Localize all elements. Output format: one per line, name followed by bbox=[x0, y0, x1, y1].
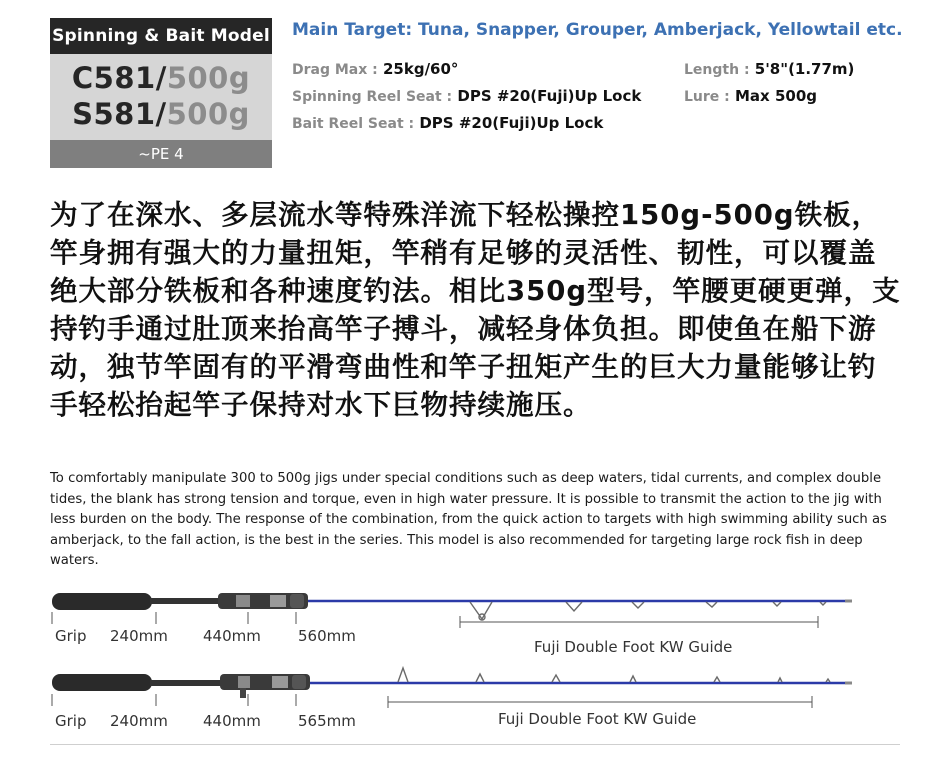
model-weight: 500g bbox=[166, 61, 251, 95]
badge-header: Spinning & Bait Model bbox=[50, 18, 272, 54]
spec-value: DPS #20(Fuji)Up Lock bbox=[457, 87, 642, 105]
spec-label: Bait Reel Seat : bbox=[292, 116, 415, 132]
spec-value: 5'8"(1.77m) bbox=[754, 60, 855, 78]
description-english: To comfortably manipulate 300 to 500g jigs under special conditions such as deep waters, tidal currents, and complex double tides, the blank has strong tension and torque, even in high water pressure. It is possible to transmit the action to the jig with less burden on the body. The response of the combination, from the quick action to targets with high swimming ability such as amberjack, to the fall action, is the best in the series. This model is also recommended for targeting large rock fish in deep waters. bbox=[50, 471, 887, 568]
spec-lure bbox=[684, 87, 817, 105]
spec-label: Spinning Reel Seat : bbox=[292, 89, 453, 105]
main-target: Main Target: Tuna, Snapper, Grouper, Amberjack, Yellowtail etc. bbox=[292, 20, 903, 40]
spec-value: DPS #20(Fuji)Up Lock bbox=[419, 114, 604, 132]
dim-grip: Grip bbox=[55, 712, 87, 730]
dim-seg-560: 560mm bbox=[298, 627, 356, 645]
rod-grip bbox=[52, 593, 152, 610]
guide-label: Fuji Double Foot KW Guide bbox=[498, 710, 697, 728]
model-s581 bbox=[50, 96, 272, 132]
dim-seg-440: 440mm bbox=[203, 712, 261, 730]
pe-rating: ~PE 4 bbox=[50, 140, 272, 168]
spec-spinning-seat bbox=[292, 87, 641, 105]
spec-value: Max 500g bbox=[735, 87, 817, 105]
model-code: C581/ bbox=[71, 61, 167, 95]
bottom-divider bbox=[50, 744, 900, 745]
guide-label: Fuji Double Foot KW Guide bbox=[534, 638, 733, 656]
spec-bait-seat bbox=[292, 114, 603, 132]
dim-grip: Grip bbox=[55, 627, 87, 645]
badge-models bbox=[50, 54, 272, 140]
dim-seg-240: 240mm bbox=[110, 712, 168, 730]
model-badge bbox=[50, 18, 272, 168]
description-chinese: 为了在深水、多层流水等特殊洋流下轻松操控150g-500g铁板，竿身拥有强大的力量扭矩，竿稍有足够的灵活性、韧性，可以覆盖绝大部分铁板和各种速度钓法。相比350g型号，竿腰更硬更弹，支持钓手通过肚顶来抬高竿子搏斗，减轻身体负担。即使鱼在船下游动，独节竿固有的平滑弯曲性和竿子扭矩产生的巨大力量能够让钓手轻松抬起竿子保持对水下巨物持续施压。 bbox=[50, 199, 901, 421]
model-code: S581/ bbox=[72, 97, 167, 131]
spec-label: Length : bbox=[684, 62, 750, 78]
rod-grip bbox=[52, 674, 152, 691]
model-c581 bbox=[50, 60, 272, 96]
spec-length bbox=[684, 60, 854, 78]
dim-seg-440: 440mm bbox=[203, 627, 261, 645]
dim-seg-565: 565mm bbox=[298, 712, 356, 730]
rod-guides bbox=[398, 668, 830, 682]
spec-drag bbox=[292, 60, 458, 78]
rod-bait-dimensions bbox=[0, 694, 950, 714]
spec-label: Lure : bbox=[684, 89, 730, 105]
spec-value: 25kg/60° bbox=[382, 60, 459, 78]
dim-seg-240: 240mm bbox=[110, 627, 168, 645]
model-weight: 500g bbox=[166, 97, 250, 131]
spec-label: Drag Max : bbox=[292, 62, 378, 78]
